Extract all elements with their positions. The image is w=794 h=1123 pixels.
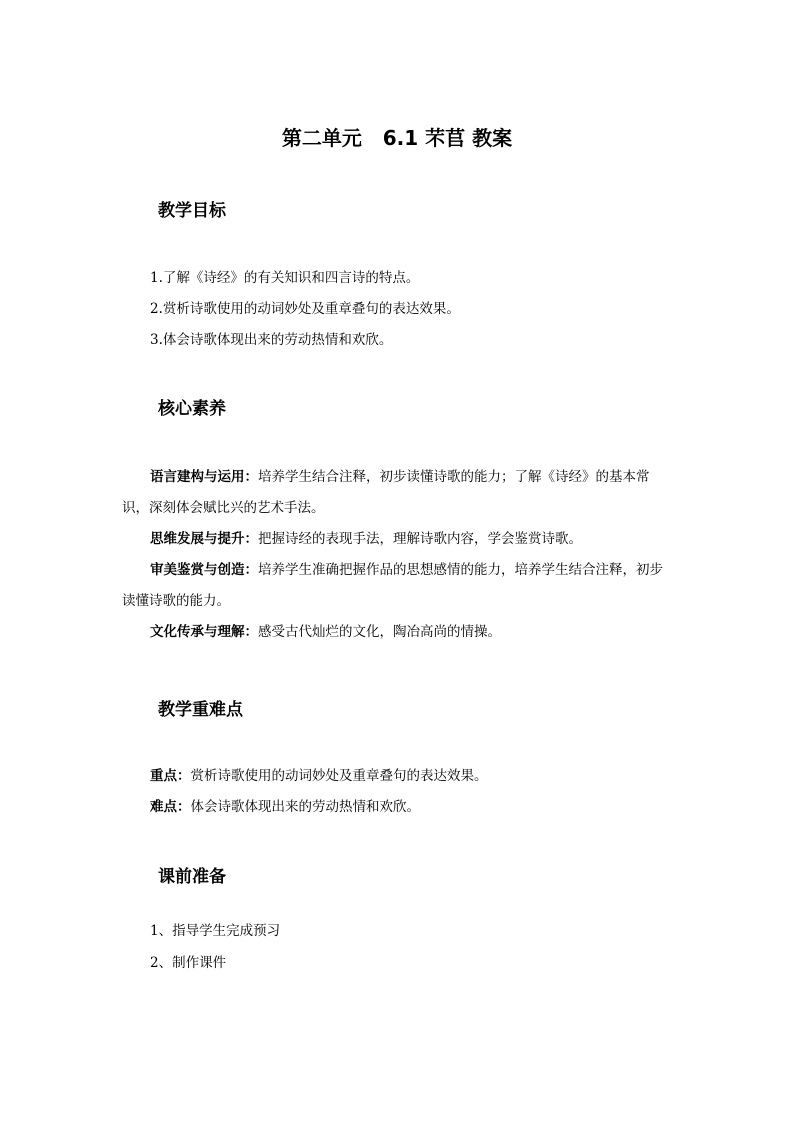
- keypoint-difficulty-text: 体会诗歌体现出来的劳动热情和欢欣。: [190, 799, 420, 815]
- keypoint-focus-label: 重点：: [150, 768, 191, 784]
- literacy-text-culture: 感受古代灿烂的文化，陶冶高尚的情操。: [258, 624, 501, 640]
- page-title: 第二单元 6.1 芣苢 教案: [281, 126, 513, 150]
- literacy-item-thinking: [122, 524, 674, 555]
- keypoint-difficulty-label: 难点：: [150, 799, 191, 815]
- literacy-label-aesthetic: 审美鉴赏与创造：: [150, 562, 258, 578]
- literacy-text-language: 培养学生结合注释，初步读懂诗歌的能力；了解《诗经》的基本常识，深刻体会赋比兴的艺术手法。: [122, 469, 650, 516]
- literacy-label-culture: 文化传承与理解：: [150, 624, 258, 640]
- literacy-item-language: [122, 462, 674, 524]
- literacy-text-thinking: 把握诗经的表现手法，理解诗歌内容，学会鉴赏诗歌。: [258, 531, 582, 547]
- keypoint-focus-text: 赏析诗歌使用的动词妙处及重章叠句的表达效果。: [190, 768, 488, 784]
- section-heading-goals: 教学目标: [158, 201, 226, 221]
- literacy-label-thinking: 思维发展与提升：: [150, 531, 258, 547]
- keypoint-difficulty: [150, 797, 420, 817]
- section-heading-literacy: 核心素养: [158, 399, 226, 419]
- goal-item-3: 3.体会诗歌体现出来的劳动热情和欢欣。: [150, 332, 393, 348]
- prep-item-1: 1、指导学生完成预习: [150, 923, 281, 939]
- section-heading-keypoints: 教学重难点: [158, 700, 243, 720]
- section-heading-prep: 课前准备: [158, 867, 226, 887]
- keypoint-focus: [150, 766, 488, 786]
- literacy-item-culture: [122, 617, 674, 648]
- prep-item-2: 2、制作课件: [150, 955, 227, 971]
- goal-item-2: 2.赏析诗歌使用的动词妙处及重章叠句的表达效果。: [150, 301, 460, 317]
- literacy-text-aesthetic: 培养学生准确把握作品的思想感情的能力，培养学生结合注释，初步读懂诗歌的能力。: [122, 562, 663, 609]
- literacy-item-aesthetic: [122, 555, 674, 617]
- goal-item-1: 1.了解《诗经》的有关知识和四言诗的特点。: [150, 270, 420, 286]
- literacy-label-language: 语言建构与运用：: [150, 469, 258, 485]
